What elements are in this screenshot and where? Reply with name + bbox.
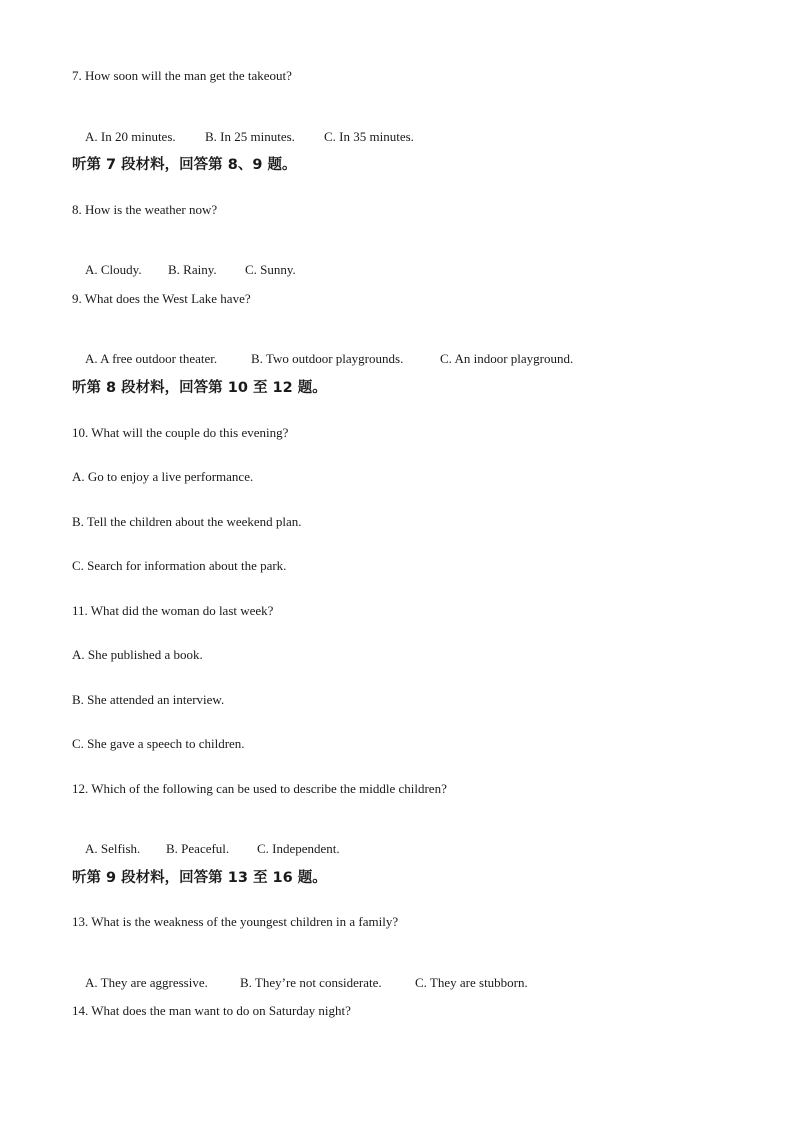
option-b: B. She attended an interview. (72, 692, 225, 707)
option-a: A. Selfish. (85, 841, 141, 856)
option-c: C. Sunny. (245, 262, 296, 277)
option-b: B. Peaceful. (166, 841, 230, 856)
option-b: B. They’re not considerate. (240, 975, 382, 990)
question-13: 13. What is the weakness of the youngest children in a family? (72, 914, 399, 929)
question-8: 8. How is the weather now? (72, 202, 218, 217)
question-7: 7. How soon will the man get the takeout? (72, 68, 292, 83)
section-heading-7: 听第 7 段材料，回答第 8、9 题。 (72, 157, 297, 173)
option-c: C. Search for information about the park. (72, 558, 287, 573)
option-b: B. In 25 minutes. (205, 129, 295, 144)
option-c: C. An indoor playground. (440, 351, 574, 366)
option-b: B. Tell the children about the weekend plan. (72, 514, 302, 529)
option-c: C. She gave a speech to children. (72, 736, 245, 751)
option-b: B. Two outdoor playgrounds. (251, 351, 404, 366)
option-a: A. In 20 minutes. (85, 129, 176, 144)
option-a: A. A free outdoor theater. (85, 351, 218, 366)
question-10: 10. What will the couple do this evening? (72, 425, 289, 440)
option-a: A. They are aggressive. (85, 975, 208, 990)
option-a: A. She published a book. (72, 647, 203, 662)
question-9: 9. What does the West Lake have? (72, 291, 251, 306)
options-q7 (72, 113, 414, 161)
option-c: C. Independent. (257, 841, 340, 856)
question-11: 11. What did the woman do last week? (72, 603, 274, 618)
option-c: C. They are stubborn. (415, 975, 528, 990)
options-q13 (72, 959, 528, 1007)
options-q12 (72, 825, 340, 873)
option-a: A. Cloudy. (85, 262, 142, 277)
option-c: C. In 35 minutes. (324, 129, 414, 144)
question-14: 14. What does the man want to do on Saturday night? (72, 1003, 351, 1018)
options-q8 (72, 246, 296, 294)
options-q9 (72, 335, 573, 383)
section-heading-9: 听第 9 段材料，回答第 13 至 16 题。 (72, 870, 327, 886)
option-b: B. Rainy. (168, 262, 217, 277)
option-a: A. Go to enjoy a live performance. (72, 469, 254, 484)
section-heading-8: 听第 8 段材料，回答第 10 至 12 题。 (72, 380, 327, 396)
question-12: 12. Which of the following can be used to describe the middle children? (72, 781, 447, 796)
